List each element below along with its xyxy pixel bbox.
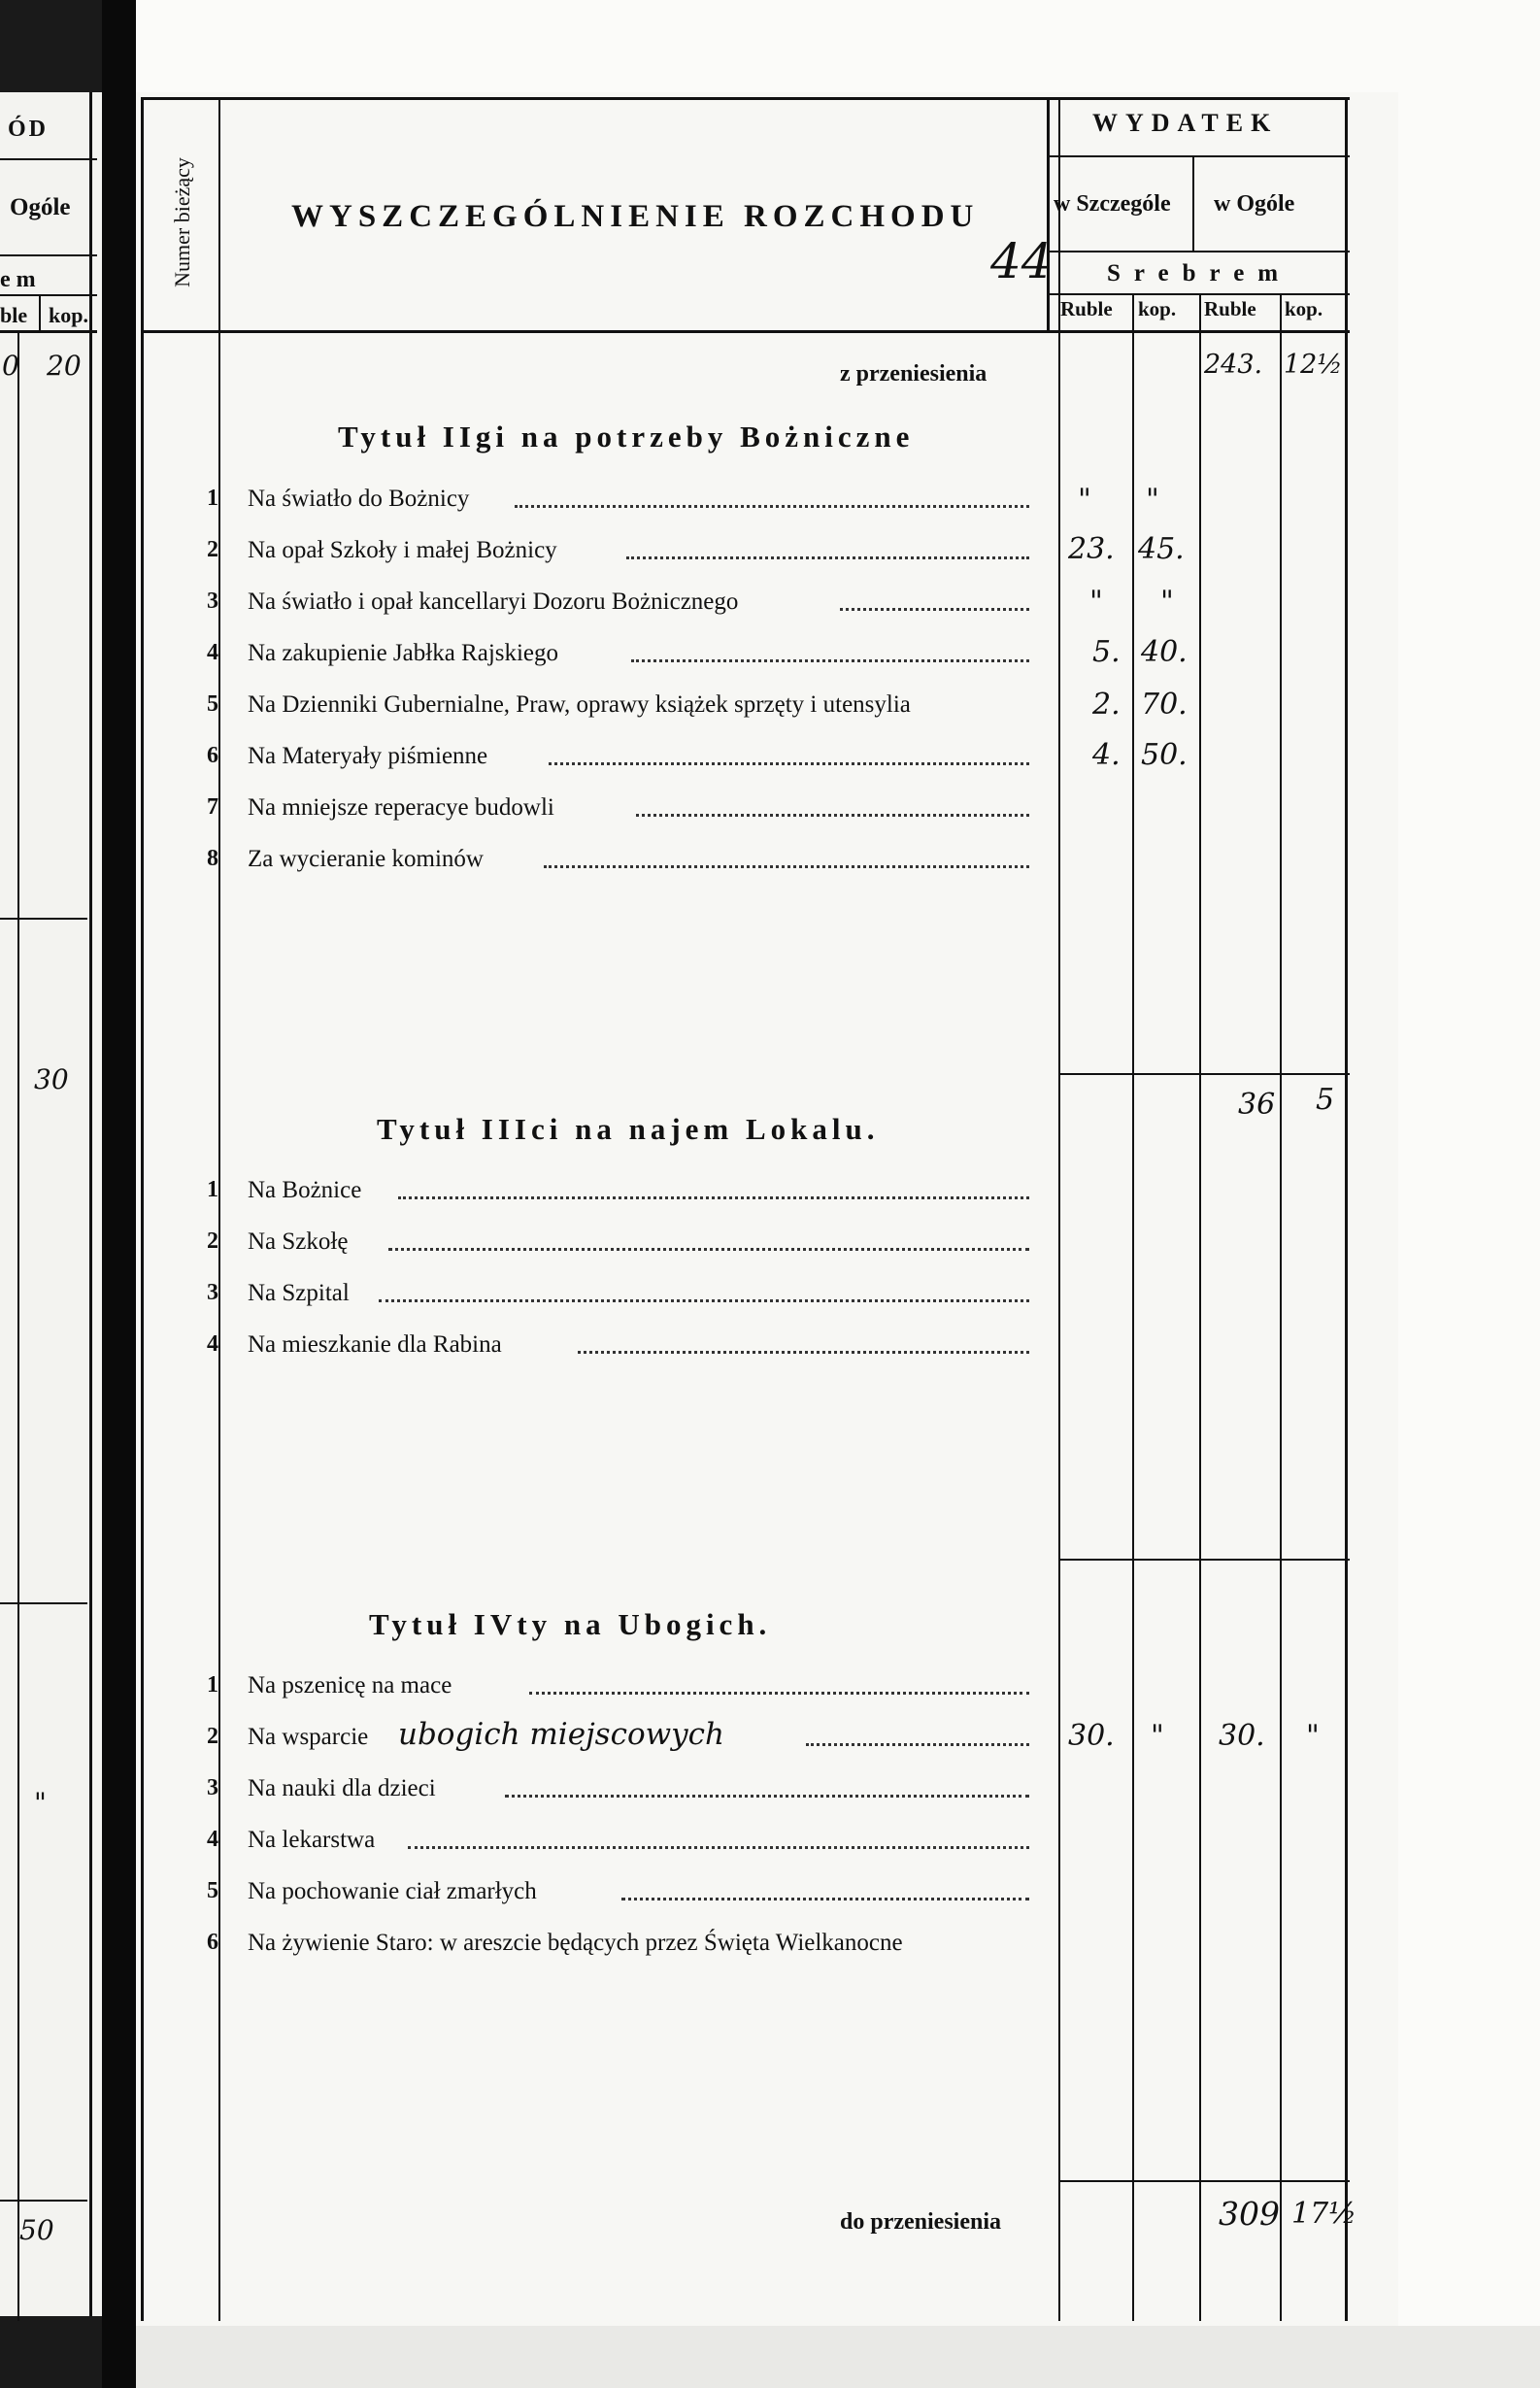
carry-out-ruble: 309 <box>1219 2195 1280 2233</box>
expense-label: Na żywienie Staro: w areszcie będących przez Święta Wielkanocne <box>248 1930 903 1956</box>
leader-dots <box>578 1351 1029 1354</box>
leader-dots <box>529 1692 1029 1695</box>
left-hdr-ble: ble <box>0 303 28 327</box>
detail-ruble: 5. <box>1092 635 1121 669</box>
detail-ruble: " <box>1078 483 1091 517</box>
expense-label: Na światło i opał kancellaryi Dozoru Bożnicznego <box>248 589 739 615</box>
left-value: 30 <box>34 1063 69 1095</box>
ruble-header-2: Ruble <box>1204 297 1256 320</box>
left-value: 20 <box>47 350 82 382</box>
detail-ruble: 2. <box>1092 688 1121 722</box>
row-number: 1 <box>207 1672 218 1698</box>
w-ogole-header: w Ogóle <box>1214 191 1295 217</box>
leader-dots <box>621 1898 1029 1900</box>
leader-dots <box>549 762 1029 765</box>
ruble-header-1: Ruble <box>1060 297 1113 320</box>
left-hdr-em: e m <box>0 267 36 292</box>
total-ruble: 30. <box>1219 1719 1265 1753</box>
header-rule <box>1047 251 1350 252</box>
leader-dots <box>840 608 1029 611</box>
carry-in-kop: 12½ <box>1284 350 1343 380</box>
book-spine <box>102 0 136 2388</box>
column-rule <box>1280 293 1282 2321</box>
total-kop: " <box>1306 1719 1320 1753</box>
left-rule <box>39 294 41 330</box>
expense-label: Na Bożnice <box>248 1177 362 1203</box>
leader-dots <box>398 1196 1029 1199</box>
leader-dots <box>408 1846 1029 1849</box>
column-rule <box>1199 293 1201 2321</box>
detail-ruble: " <box>1089 585 1103 619</box>
left-rule <box>89 92 92 2316</box>
section-total-kop: 5 <box>1316 1083 1335 1117</box>
section-title-3: Tytuł IIIci na najem Lokalu. <box>377 1112 880 1146</box>
column-rule <box>1345 97 1348 2321</box>
detail-kop: " <box>1151 1719 1164 1753</box>
expense-label: Na Materyały piśmienne <box>248 743 488 769</box>
expense-label: Na opał Szkoły i małej Bożnicy <box>248 537 557 563</box>
left-rule <box>0 330 97 333</box>
left-value: 0 <box>2 350 19 382</box>
expense-label: Za wycieranie kominów <box>248 846 484 872</box>
leader-dots <box>806 1743 1029 1746</box>
section-title-2: Tytuł IIgi na potrzeby Bożniczne <box>338 420 915 454</box>
header-rule <box>1047 293 1350 295</box>
detail-kop: 45. <box>1138 532 1185 566</box>
left-hdr-kop: kop. <box>49 303 88 327</box>
leader-dots <box>544 865 1029 868</box>
kop-header-1: kop. <box>1138 297 1177 320</box>
left-rule <box>0 2200 87 2202</box>
row-number: 4 <box>207 640 218 665</box>
column-rule <box>218 97 220 2321</box>
left-value: 50 <box>19 2214 54 2246</box>
leader-dots <box>505 1795 1029 1798</box>
left-hdr-ogole: Ogóle <box>10 194 71 220</box>
srebrem-header: Srebrem <box>1107 260 1292 286</box>
header-rule <box>141 330 1350 333</box>
column-rule <box>1047 97 1050 330</box>
left-rule <box>0 294 97 296</box>
expense-label: Na pszenicę na mace <box>248 1672 452 1699</box>
row-number: 1 <box>207 486 218 511</box>
number-column-header <box>146 115 218 330</box>
expense-label: Na pochowanie ciał zmarłych <box>248 1878 537 1904</box>
row-number: 3 <box>207 1775 218 1800</box>
carry-in-label: z przeniesienia <box>840 361 988 387</box>
row-number: 6 <box>207 1930 218 1955</box>
leader-dots <box>636 814 1029 817</box>
expense-label: Na Dzienniki Gubernialne, Praw, oprawy książek sprzęty i utensylia <box>248 691 911 718</box>
left-value: " <box>34 1787 47 1819</box>
wydatek-header: WYDATEK <box>1092 109 1279 137</box>
carry-out-kop: 17½ <box>1291 2197 1357 2231</box>
total-rule <box>1058 2180 1350 2182</box>
left-rule <box>0 918 87 920</box>
expense-label: Na nauki dla dzieci <box>248 1775 436 1801</box>
leader-dots <box>379 1299 1029 1302</box>
detail-ruble: 30. <box>1068 1719 1115 1753</box>
left-page-fragment <box>0 92 102 2316</box>
top-margin <box>136 0 1540 92</box>
row-number: 3 <box>207 589 218 614</box>
right-margin <box>1398 0 1540 2388</box>
left-rule <box>0 1602 87 1604</box>
detail-kop: " <box>1146 483 1159 517</box>
row-number: 8 <box>207 846 218 871</box>
expense-label: Na Szpital <box>248 1280 350 1306</box>
page-title: WYSZCZEGÓLNIENIE ROZCHODU <box>291 199 980 234</box>
leader-dots <box>631 659 1029 662</box>
row-number: 2 <box>207 1228 218 1254</box>
detail-kop: 50. <box>1141 738 1188 772</box>
row-number: 2 <box>207 537 218 562</box>
leader-dots <box>515 505 1029 508</box>
handwritten-note: ubogich miejscowych <box>398 1717 724 1752</box>
leader-dots <box>388 1248 1029 1251</box>
row-number: 7 <box>207 794 218 820</box>
detail-kop: 70. <box>1141 688 1188 722</box>
header-rule <box>1192 155 1194 251</box>
expense-label: Na wsparcie <box>248 1724 369 1750</box>
column-rule <box>1058 97 1060 2321</box>
bottom-margin <box>136 2326 1540 2388</box>
row-number: 6 <box>207 743 218 768</box>
row-number: 4 <box>207 1331 218 1357</box>
kop-header-2: kop. <box>1285 297 1323 320</box>
total-rule <box>1058 1073 1350 1075</box>
detail-ruble: 4. <box>1092 738 1121 772</box>
column-rule <box>141 97 144 2321</box>
row-number: 3 <box>207 1280 218 1305</box>
w-szczegole-header: w Szczególe <box>1054 191 1171 217</box>
header-rule <box>1047 155 1350 157</box>
row-number: 2 <box>207 1724 218 1749</box>
expense-label: Na mniejsze reperacye budowli <box>248 794 554 821</box>
left-rule <box>0 158 97 160</box>
row-number: 4 <box>207 1827 218 1852</box>
row-number: 5 <box>207 1878 218 1903</box>
carry-in-ruble: 243. <box>1204 350 1263 380</box>
left-rule <box>17 330 19 2321</box>
row-number: 5 <box>207 691 218 717</box>
expense-label: Na Szkołę <box>248 1228 349 1255</box>
left-rule <box>0 254 97 256</box>
section-title-4: Tytuł IVty na Ubogich. <box>369 1607 772 1641</box>
section-total-ruble: 36 <box>1238 1088 1276 1122</box>
row-number: 1 <box>207 1177 218 1202</box>
total-rule <box>1058 1559 1350 1561</box>
leader-dots <box>626 556 1029 559</box>
vertical-label: Numer bieżący <box>169 157 194 287</box>
detail-kop: 40. <box>1141 635 1188 669</box>
folio-number: 44 <box>990 233 1053 289</box>
detail-kop: " <box>1160 585 1174 619</box>
expense-label: Na mieszkanie dla Rabina <box>248 1331 502 1358</box>
expense-label: Na zakupienie Jabłka Rajskiego <box>248 640 559 666</box>
expense-label: Na lekarstwa <box>248 1827 376 1853</box>
detail-ruble: 23. <box>1068 532 1115 566</box>
left-hdr-od: ÓD <box>8 117 49 142</box>
expense-label: Na światło do Bożnicy <box>248 486 470 512</box>
column-rule <box>1132 293 1134 2321</box>
carry-out-label: do przeniesienia <box>840 2209 1001 2235</box>
header-rule <box>141 97 1350 100</box>
